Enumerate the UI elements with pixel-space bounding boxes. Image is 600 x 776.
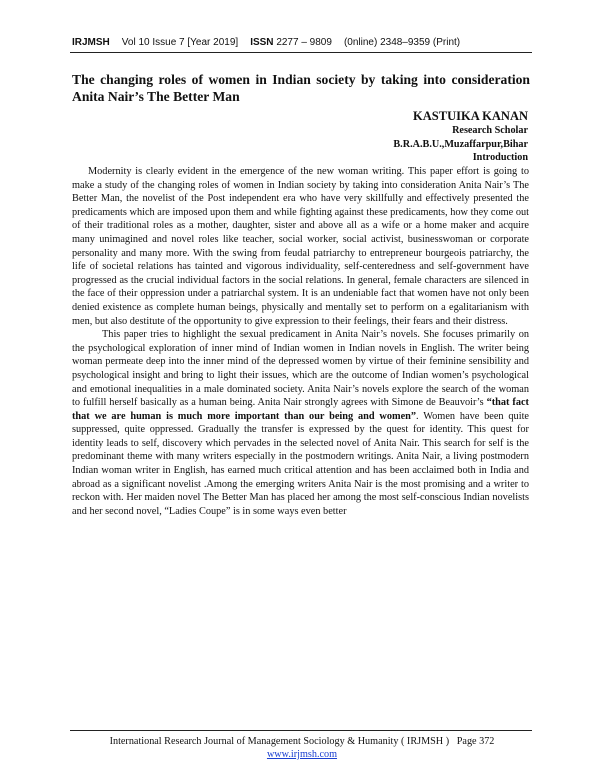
paragraph-text: . Women have been quite suppressed, quite oppressed. Gradually the transfer is expressed by the quest for identity. This quest for identity leads to self, discovery which pervades in the selected novel of Anita Nair. This search for self is the predominant theme with many writers especially in the postmodern writings. Anita Nair, a living postmodern Indian woman writer in English, has earned much critical attention and has been acclaimed both in India and abroad as a significant novelist .Among the emerging writers Anita Nair is the most promising and a writer to reckon with. Her maiden novel The Better Man has placed her among the most self-conscious Indian novelists and her second novel, “Ladies Coupe” is in some ways even better	[72, 410, 530, 517]
page-number: Page 372	[456, 736, 495, 747]
running-header	[72, 37, 532, 48]
section-heading: Introduction	[472, 152, 528, 163]
article-body	[72, 165, 529, 518]
volume-info: Vol 10 Issue 7 [Year 2019]	[121, 37, 239, 48]
page-footer	[72, 735, 532, 761]
beauvoir-quote: “that fact that we are human is much more important than our being and women”	[72, 397, 529, 422]
author-affiliation: B.R.A.B.U.,Muzaffarpur,Bihar	[393, 138, 528, 150]
header-rule	[70, 52, 532, 53]
issn-online: (0nline) 2348–9359 (Print)	[343, 37, 461, 48]
body-paragraph: Modernity is clearly evident in the emergence of the new woman writing. This paper effort is going to make a study of the changing roles of women in Indian society by taking into consideration Anita Nair’s The Better Man, the novelist of the Post independent era who have very skillfully and effectively presented the predicaments which are imposed upon them and while fighting against these predicaments, how they come out of their traditional roles as a mother, daughter, sister and above all as a wife or a home maker and acquire many unimagined and novel roles like teacher, social worker, social activist, businesswoman or corporate personality and many more. With the swing from feudal patriarchy to entrepreneur bourgeois patriarchy, the life of societal relations has tainted and vigorous individuality, self-centeredness and self-government have progressed as the crucial individual factors in the social relations. In general, female characters are silenced in the face of their oppression under a patriarchal system. It is an undeniable fact that women have not only been denied existence as complete human beings, physically and mentally set to perform on a egalitarianism with men, but also destitute of the opportunity to give expression to their feelings, their fears and their distress.	[72, 166, 529, 327]
author-role: Research Scholar	[452, 125, 528, 136]
footer-rule	[70, 730, 532, 731]
paragraph-text: This paper tries to highlight the sexual predicament in Anita Nair’s novels. She focuses primarily on the psychological exploration of inner mind of Indian women in Indian novels in English. The writer being woman permeate deep into the inner mind of the depressed women by virtue of their feminine sensibility and psychological insight and bring to light their issues, which are the outcome of Indian women’s psychological and emotional inequalities in a male dominated society. Anita Nair’s novels explore the search of the woman to fulfill herself basically as a human being. Anita Nair strongly agrees with Simone de Beauvoir’s	[72, 329, 529, 409]
issn-print: 2277 – 9809	[276, 37, 332, 48]
author-name: KASTUIKA KANAN	[413, 109, 528, 123]
author-block	[393, 108, 528, 165]
journal-abbrev: IRJMSH	[72, 37, 110, 48]
issn-label: ISSN	[250, 37, 274, 48]
body-paragraph	[72, 328, 529, 518]
website-link[interactable]: www.irjmsh.com	[266, 749, 338, 760]
footer-journal-name: International Research Journal of Management Sociology & Humanity ( IRJMSH )	[109, 736, 450, 747]
article-title: The changing roles of women in Indian society by taking into consideration Anita Nair’s The Better Man	[72, 72, 530, 104]
